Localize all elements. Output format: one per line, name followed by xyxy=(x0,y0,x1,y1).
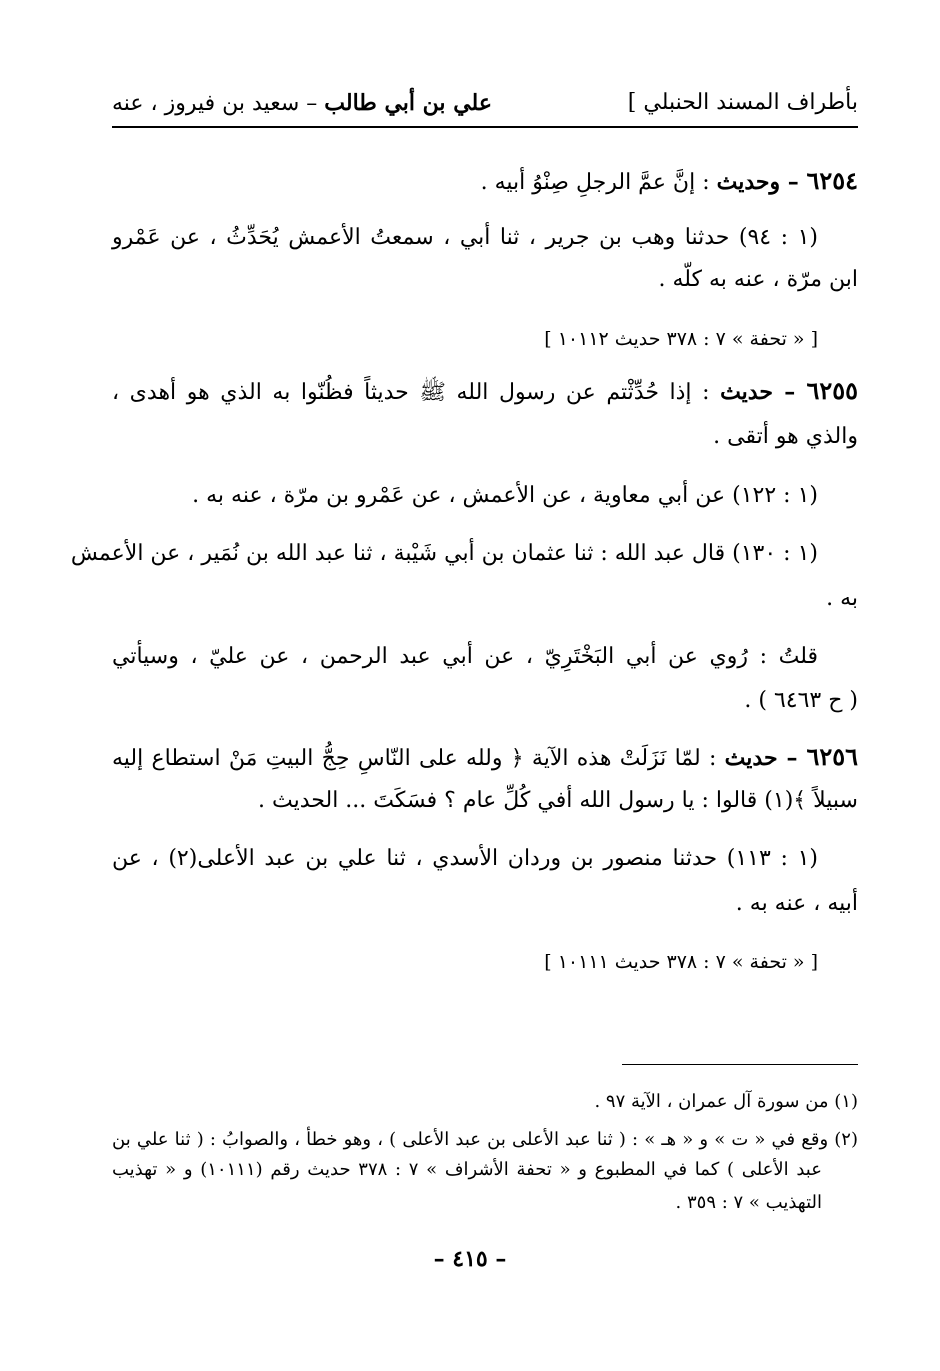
hadith-6255-chain1: (١ : ١٢٢) عن أبي معاوية ، عن الأعمش ، عن عَمْرو بن مرّة ، عنه به . xyxy=(192,483,818,508)
hadith-6255-note-line2: ( ح ٦٤٦٣ ) . xyxy=(744,688,858,713)
header-chapter xyxy=(112,90,492,117)
hadith-label: – حديث xyxy=(724,745,807,771)
hadith-6254-chain-line2: ابن مرّة ، عنه به كلّه . xyxy=(658,267,858,292)
hadith-6254-chain-line1: (١ : ٩٤) حدثنا وهب بن جرير ، ثنا أبي ، سمعتُ الأعمش يُحَدِّثُ ، عن عَمْرو xyxy=(112,225,818,250)
footnote-1: (١) من سورة آل عمران ، الآية ٩٧ . xyxy=(594,1091,858,1112)
header-book-title: بأطراف المسند الحنبلي ] xyxy=(627,90,858,115)
hadith-6254-reference: [ « تحفة » ٧ : ٣٧٨ حديث ١٠١١٢ ] xyxy=(544,328,818,350)
header-chapter-bold: علي بن أبي طالب xyxy=(324,90,492,116)
hadith-number: ٦٢٥٤ xyxy=(806,166,858,195)
footnote-2-line3: التهذيب » ٧ : ٣٥٩ . xyxy=(675,1192,822,1213)
header-chapter-rest: – سعيد بن فيروز ، عنه xyxy=(112,91,325,116)
hadith-matn: : إذا حُدِّثْتم عن رسول الله ﷺ حديثاً فظُنّوا به الذي هو أهدى ، xyxy=(112,380,721,405)
hadith-label: – حديث xyxy=(720,379,807,405)
hadith-6255-chain2-line1: (١ : ١٣٠) قال عبد الله : ثنا عثمان بن أبي شَيْبة ، ثنا عبد الله بن نُمَير ، عن الأعمش xyxy=(70,541,818,566)
hadith-number: ٦٢٥٥ xyxy=(806,376,858,405)
hadith-6254-text xyxy=(112,166,858,198)
footnote-2-line2: عبد الأعلى ) كما في المطبوع و « تحفة الأشراف » ٧ : ٣٧٨ حديث رقم (١٠١١١) و « تهذيب xyxy=(112,1159,822,1180)
hadith-matn: : لمّا نَزَلَتْ هذه الآية ﴿ ولله على النّاسِ حِجُّ البيتِ مَنْ استطاع إليه xyxy=(112,746,725,771)
running-header xyxy=(112,78,858,124)
hadith-6256-text-line2: سبيلاً ﴾(١) قالوا : يا رسول الله أفي كُلِّ عام ؟ فسَكَتَ ... الحديث . xyxy=(258,788,858,813)
footnote-2-line1: (٢) وقع في « ت » و « هـ » : ( ثنا عبد الأعلى بن عبد الأعلى ) ، وهو خطأ ، والصوابُ : ( ثنا علي بن xyxy=(112,1129,858,1150)
hadith-6255-text-line2: والذي هو أتقى . xyxy=(713,424,858,449)
header-divider xyxy=(112,126,858,128)
hadith-6256-chain-line1: (١ : ١١٣) حدثنا منصور بن وردان الأسدي ، ثنا علي بن عبد الأعلى(٢) ، عن xyxy=(112,846,818,871)
hadith-label: – وحديث xyxy=(716,169,807,195)
hadith-6255-note-line1: قلتُ : رُوي عن أبي البَخْتَرِيّ ، عن أبي عبد الرحمن ، عن عليّ ، وسيأتي xyxy=(112,644,818,669)
hadith-number: ٦٢٥٦ xyxy=(806,742,858,771)
hadith-6255-chain2-line2: به . xyxy=(826,586,858,611)
page-number: – ٤١٥ – xyxy=(433,1246,507,1272)
hadith-6256-chain-line2: أبيه ، عنه به . xyxy=(735,891,858,916)
hadith-matn: : إنَّ عمَّ الرجلِ صِنْوُ أبيه . xyxy=(480,170,717,195)
hadith-6256-reference: [ « تحفة » ٧ : ٣٧٨ حديث ١٠١١١ ] xyxy=(544,951,818,973)
hadith-6256-text-line1 xyxy=(112,742,858,774)
hadith-6255-text-line1 xyxy=(112,376,858,408)
footnote-divider xyxy=(622,1064,858,1065)
